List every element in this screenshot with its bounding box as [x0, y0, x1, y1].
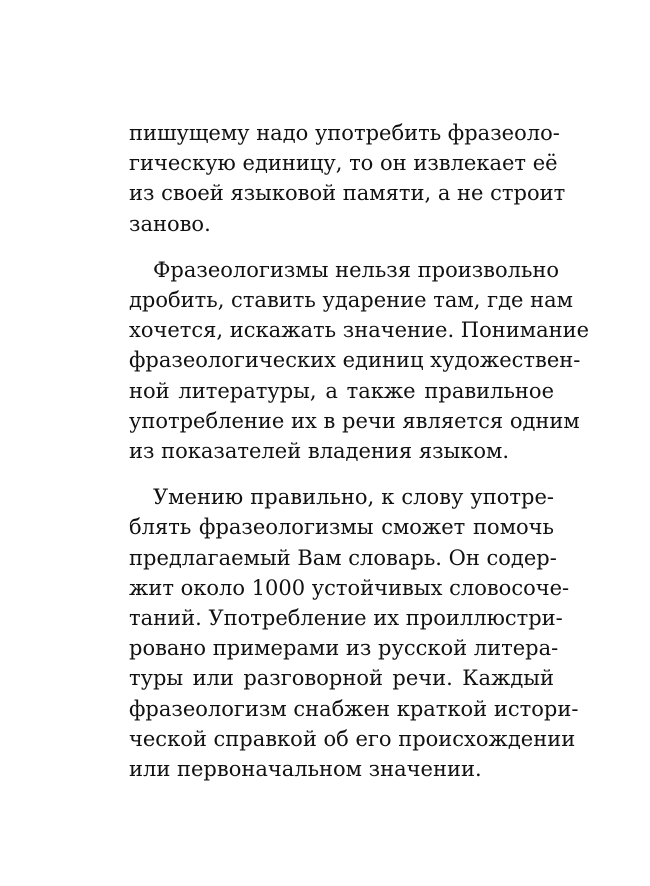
text-line: хочется, искажать значение. Понимание — [129, 318, 590, 343]
paragraph-2 — [129, 255, 590, 466]
text-line: ной литературы, а также правильное — [129, 378, 554, 403]
text-line: из показателей владения языком. — [129, 439, 510, 464]
text-line: заново. — [129, 211, 211, 236]
text-line: дробить, ставить ударение там, где нам — [129, 288, 573, 313]
text-line: пишущему надо употребить фразеоло- — [129, 121, 560, 145]
text-line: ровано примерами из русской литера- — [129, 636, 559, 661]
text-line: или первоначальном значении. — [129, 757, 482, 782]
text-line: предлагаемый Вам словарь. Он содер- — [129, 545, 557, 570]
text-line: фразеологических единиц художествен- — [129, 348, 581, 373]
text-line: жит около 1000 устойчивых словосоче- — [129, 575, 570, 600]
text-line: туры или разговорной речи. Каждый — [129, 666, 554, 691]
text-line: таний. Употребление их проиллюстри- — [129, 606, 563, 631]
text-line: Умению правильно, к слову употре- — [153, 485, 554, 510]
text-line: из своей языковой памяти, а не строит — [129, 181, 566, 206]
text-line: гическую единицу, то он извлекает её — [129, 151, 558, 176]
body-text — [129, 118, 590, 800]
text-line: Фразеологизмы нельзя произвольно — [153, 257, 560, 282]
text-line: употребление их в речи является одним — [129, 408, 580, 433]
text-line: фразеологизм снабжен краткой истори- — [129, 696, 579, 721]
paragraph-1 — [129, 118, 566, 239]
paragraph-3 — [129, 482, 579, 784]
text-line: ческой справкой об его происхождении — [129, 726, 576, 751]
text-line: блять фразеологизмы сможет помочь — [129, 515, 554, 540]
